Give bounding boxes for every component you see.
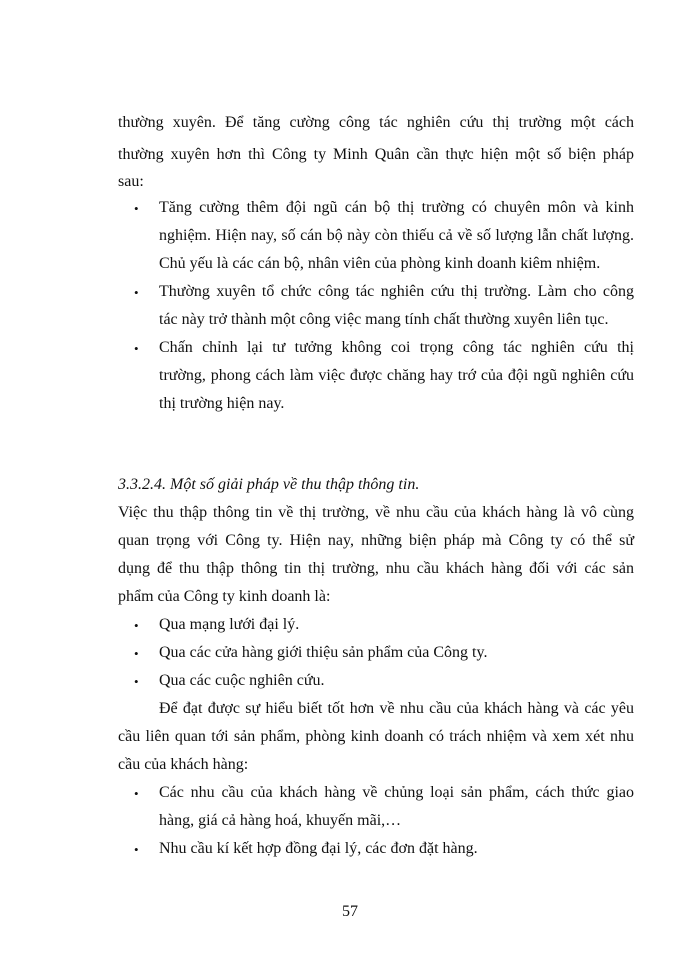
bullet-item-text: thị trường hiện nay. <box>159 395 285 412</box>
text-line: cầu của khách hàng: <box>118 756 249 773</box>
text-line: phẩm của Công ty kinh doanh là: <box>118 588 331 605</box>
bullet-item-text: Chấn chỉnh lại tư tưởng không coi trọng công tác nghiên cứu thị <box>159 339 634 356</box>
text-line: Việc thu thập thông tin về thị trường, về nhu cầu của khách hàng là vô cùng <box>118 504 634 521</box>
bullet-icon: • <box>134 786 139 801</box>
page-number: 57 <box>342 903 358 920</box>
section-heading: 3.3.2.4. Một số giải pháp về thu thập thông tin. <box>118 476 420 493</box>
bullet-icon: • <box>134 646 139 661</box>
bullet-item-text: Qua các cửa hàng giới thiệu sản phẩm của Công ty. <box>159 644 488 661</box>
bullet-icon: • <box>134 285 139 300</box>
bullet-item-text: hàng, giá cả hàng hoá, khuyến mãi,… <box>159 812 402 829</box>
bullet-icon: • <box>134 842 139 857</box>
bullet-icon: • <box>134 341 139 356</box>
text-line: Để đạt được sự hiểu biết tốt hơn về nhu cầu của khách hàng và các yêu <box>159 700 634 717</box>
text-line: cầu liên quan tới sản phẩm, phòng kinh doanh có trách nhiệm và xem xét nhu <box>118 728 634 745</box>
text-line: quan trọng với Công ty. Hiện nay, những biện pháp mà Công ty có thể sử <box>118 532 634 549</box>
bullet-icon: • <box>134 201 139 216</box>
text-line: thường xuyên. Để tăng cường công tác nghiên cứu thị trường một cách <box>118 114 634 131</box>
bullet-item-text: tác này trở thành một công việc mang tính chất thường xuyên liên tục. <box>159 311 609 328</box>
bullet-item-text: trường, phong cách làm việc được chăng hay trớ của đội ngũ nghiên cứu <box>159 367 634 384</box>
bullet-item-text: Chủ yếu là các cán bộ, nhân viên của phòng kinh doanh kiêm nhiệm. <box>159 255 601 272</box>
text-line: dụng để thu thập thông tin thị trường, nhu cầu khách hàng đối với các sản <box>118 560 634 577</box>
bullet-item-text: Nhu cầu kí kết hợp đồng đại lý, các đơn đặt hàng. <box>159 840 478 857</box>
bullet-item-text: Tăng cường thêm đội ngũ cán bộ thị trường có chuyên môn và kinh <box>159 199 634 216</box>
bullet-icon: • <box>134 674 139 689</box>
bullet-item-text: Thường xuyên tổ chức công tác nghiên cứu thị trường. Làm cho công <box>159 283 634 300</box>
bullet-icon: • <box>134 618 139 633</box>
bullet-item-text: nghiệm. Hiện nay, số cán bộ này còn thiếu cả về số lượng lẫn chất lượng. <box>159 227 634 244</box>
text-line: sau: <box>118 173 144 190</box>
bullet-item-text: Các nhu cầu của khách hàng về chủng loại sản phẩm, cách thức giao <box>159 784 634 801</box>
bullet-item-text: Qua mạng lưới đại lý. <box>159 616 300 633</box>
bullet-item-text: Qua các cuộc nghiên cứu. <box>159 672 325 689</box>
text-line: thường xuyên hơn thì Công ty Minh Quân cần thực hiện một số biện pháp <box>118 146 634 163</box>
